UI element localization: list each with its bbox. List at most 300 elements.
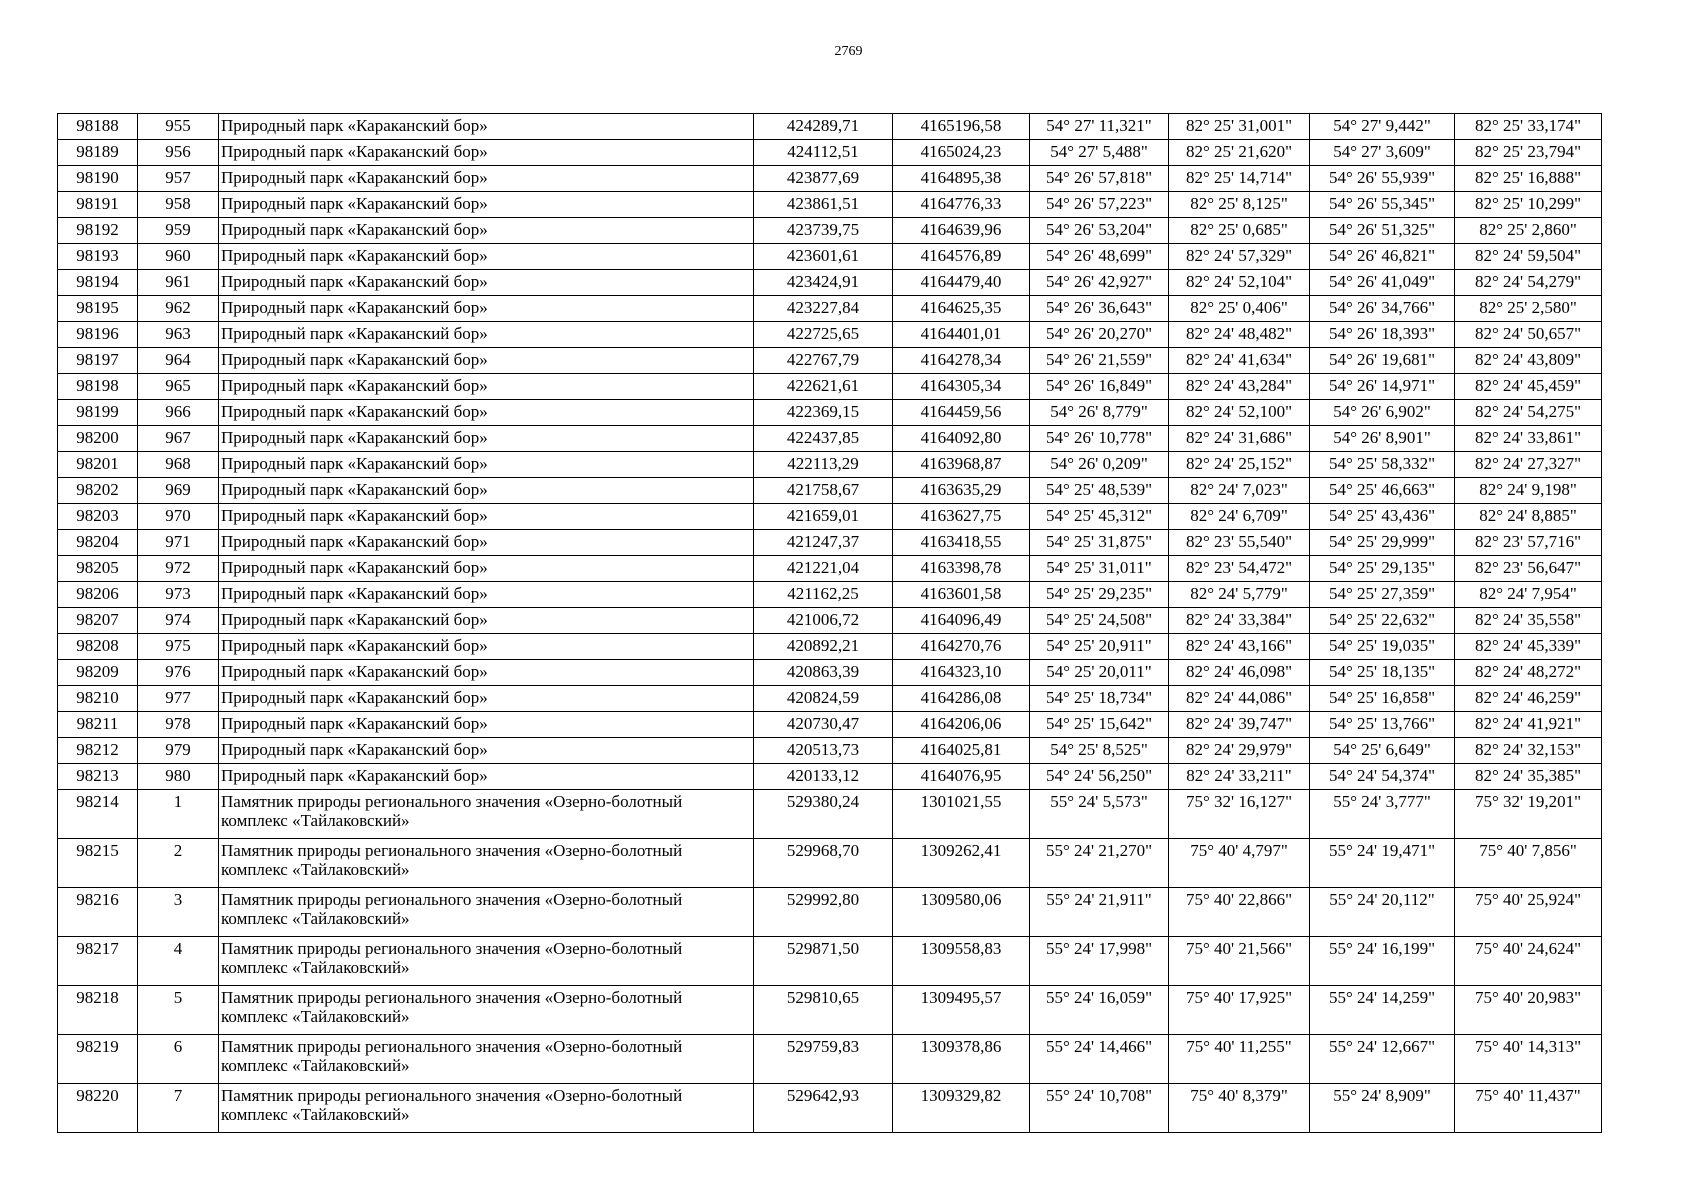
- point-number-cell: 963: [138, 322, 219, 348]
- y-coordinate-cell: 4163627,75: [893, 504, 1030, 530]
- y-coordinate-cell: 4165196,58: [893, 114, 1030, 140]
- y-coordinate-cell: 4164895,38: [893, 166, 1030, 192]
- table-row: [58, 764, 1602, 790]
- latitude-1-cell: 54° 25' 48,539": [1030, 478, 1169, 504]
- latitude-1-cell: 54° 26' 57,818": [1030, 166, 1169, 192]
- object-name-cell: Природный парк «Караканский бор»: [219, 660, 754, 686]
- latitude-2-cell: 54° 27' 9,442": [1310, 114, 1455, 140]
- y-coordinate-cell: 4165024,23: [893, 140, 1030, 166]
- point-number-cell: 978: [138, 712, 219, 738]
- object-name-cell: Природный парк «Караканский бор»: [219, 166, 754, 192]
- latitude-1-cell: 55° 24' 5,573": [1030, 790, 1169, 839]
- x-coordinate-cell: 423424,91: [754, 270, 893, 296]
- record-id-cell: 98200: [58, 426, 138, 452]
- point-number-cell: 980: [138, 764, 219, 790]
- latitude-1-cell: 55° 24' 16,059": [1030, 986, 1169, 1035]
- latitude-2-cell: 54° 26' 18,393": [1310, 322, 1455, 348]
- y-coordinate-cell: 1309580,06: [893, 888, 1030, 937]
- x-coordinate-cell: 422113,29: [754, 452, 893, 478]
- x-coordinate-cell: 421247,37: [754, 530, 893, 556]
- longitude-2-cell: 82° 25' 2,860": [1455, 218, 1602, 244]
- point-number-cell: 958: [138, 192, 219, 218]
- record-id-cell: 98220: [58, 1084, 138, 1133]
- y-coordinate-cell: 4164576,89: [893, 244, 1030, 270]
- x-coordinate-cell: 420513,73: [754, 738, 893, 764]
- longitude-1-cell: 82° 24' 43,166": [1169, 634, 1310, 660]
- object-name-cell: Природный парк «Караканский бор»: [219, 426, 754, 452]
- table-row: [58, 322, 1602, 348]
- record-id-cell: 98215: [58, 839, 138, 888]
- longitude-2-cell: 82° 24' 35,558": [1455, 608, 1602, 634]
- record-id-cell: 98199: [58, 400, 138, 426]
- point-number-cell: 961: [138, 270, 219, 296]
- y-coordinate-cell: 4164092,80: [893, 426, 1030, 452]
- record-id-cell: 98193: [58, 244, 138, 270]
- latitude-2-cell: 54° 26' 34,766": [1310, 296, 1455, 322]
- longitude-1-cell: 82° 25' 31,001": [1169, 114, 1310, 140]
- latitude-1-cell: 55° 24' 17,998": [1030, 937, 1169, 986]
- y-coordinate-cell: 4163635,29: [893, 478, 1030, 504]
- longitude-1-cell: 82° 25' 0,406": [1169, 296, 1310, 322]
- latitude-1-cell: 54° 25' 20,911": [1030, 634, 1169, 660]
- latitude-1-cell: 54° 26' 36,643": [1030, 296, 1169, 322]
- point-number-cell: 972: [138, 556, 219, 582]
- latitude-2-cell: 54° 25' 43,436": [1310, 504, 1455, 530]
- latitude-1-cell: 55° 24' 10,708": [1030, 1084, 1169, 1133]
- latitude-2-cell: 54° 25' 13,766": [1310, 712, 1455, 738]
- table-row: [58, 218, 1602, 244]
- latitude-2-cell: 54° 26' 41,049": [1310, 270, 1455, 296]
- x-coordinate-cell: 420892,21: [754, 634, 893, 660]
- y-coordinate-cell: 4163398,78: [893, 556, 1030, 582]
- latitude-1-cell: 54° 26' 10,778": [1030, 426, 1169, 452]
- latitude-1-cell: 54° 25' 29,235": [1030, 582, 1169, 608]
- longitude-2-cell: 75° 40' 20,983": [1455, 986, 1602, 1035]
- record-id-cell: 98219: [58, 1035, 138, 1084]
- latitude-1-cell: 54° 26' 48,699": [1030, 244, 1169, 270]
- y-coordinate-cell: 4164270,76: [893, 634, 1030, 660]
- point-number-cell: 4: [138, 937, 219, 986]
- latitude-1-cell: 54° 25' 24,508": [1030, 608, 1169, 634]
- point-number-cell: 973: [138, 582, 219, 608]
- table-row: [58, 1035, 1602, 1084]
- coordinates-table: [57, 113, 1602, 1133]
- x-coordinate-cell: 529992,80: [754, 888, 893, 937]
- table-row: [58, 296, 1602, 322]
- table-row: [58, 374, 1602, 400]
- latitude-2-cell: 54° 26' 6,902": [1310, 400, 1455, 426]
- latitude-2-cell: 54° 26' 46,821": [1310, 244, 1455, 270]
- latitude-1-cell: 54° 26' 57,223": [1030, 192, 1169, 218]
- object-name-cell: Природный парк «Караканский бор»: [219, 712, 754, 738]
- table-row: [58, 192, 1602, 218]
- table-row: [58, 888, 1602, 937]
- longitude-2-cell: 82° 24' 54,279": [1455, 270, 1602, 296]
- table-row: [58, 348, 1602, 374]
- latitude-2-cell: 54° 25' 27,359": [1310, 582, 1455, 608]
- longitude-2-cell: 82° 24' 7,954": [1455, 582, 1602, 608]
- table-row: [58, 1084, 1602, 1133]
- longitude-2-cell: 82° 25' 10,299": [1455, 192, 1602, 218]
- record-id-cell: 98201: [58, 452, 138, 478]
- latitude-1-cell: 55° 24' 21,270": [1030, 839, 1169, 888]
- y-coordinate-cell: 4164639,96: [893, 218, 1030, 244]
- object-name-cell: Природный парк «Караканский бор»: [219, 192, 754, 218]
- x-coordinate-cell: 422725,65: [754, 322, 893, 348]
- point-number-cell: 971: [138, 530, 219, 556]
- table-row: [58, 400, 1602, 426]
- longitude-1-cell: 82° 24' 5,779": [1169, 582, 1310, 608]
- x-coordinate-cell: 423227,84: [754, 296, 893, 322]
- longitude-2-cell: 82° 24' 9,198": [1455, 478, 1602, 504]
- y-coordinate-cell: 4164776,33: [893, 192, 1030, 218]
- table-row: [58, 140, 1602, 166]
- longitude-1-cell: 82° 24' 25,152": [1169, 452, 1310, 478]
- object-name-cell: Природный парк «Караканский бор»: [219, 322, 754, 348]
- latitude-2-cell: 54° 25' 18,135": [1310, 660, 1455, 686]
- record-id-cell: 98202: [58, 478, 138, 504]
- longitude-2-cell: 75° 40' 25,924": [1455, 888, 1602, 937]
- point-number-cell: 968: [138, 452, 219, 478]
- record-id-cell: 98191: [58, 192, 138, 218]
- y-coordinate-cell: 4164076,95: [893, 764, 1030, 790]
- object-name-cell: Природный парк «Караканский бор»: [219, 296, 754, 322]
- latitude-2-cell: 54° 26' 8,901": [1310, 426, 1455, 452]
- point-number-cell: 979: [138, 738, 219, 764]
- latitude-2-cell: 55° 24' 14,259": [1310, 986, 1455, 1035]
- latitude-2-cell: 54° 25' 22,632": [1310, 608, 1455, 634]
- object-name-cell: Памятник природы регионального значения «Озерно-болотный комплекс «Тайлаковский»: [219, 839, 754, 888]
- latitude-1-cell: 54° 26' 0,209": [1030, 452, 1169, 478]
- latitude-2-cell: 54° 26' 55,939": [1310, 166, 1455, 192]
- longitude-1-cell: 82° 23' 54,472": [1169, 556, 1310, 582]
- latitude-1-cell: 55° 24' 21,911": [1030, 888, 1169, 937]
- latitude-1-cell: 54° 25' 31,875": [1030, 530, 1169, 556]
- record-id-cell: 98204: [58, 530, 138, 556]
- latitude-2-cell: 54° 26' 51,325": [1310, 218, 1455, 244]
- latitude-1-cell: 54° 25' 31,011": [1030, 556, 1169, 582]
- y-coordinate-cell: 1309495,57: [893, 986, 1030, 1035]
- point-number-cell: 966: [138, 400, 219, 426]
- x-coordinate-cell: 424112,51: [754, 140, 893, 166]
- table-row: [58, 712, 1602, 738]
- object-name-cell: Памятник природы регионального значения «Озерно-болотный комплекс «Тайлаковский»: [219, 790, 754, 839]
- record-id-cell: 98205: [58, 556, 138, 582]
- x-coordinate-cell: 420730,47: [754, 712, 893, 738]
- longitude-1-cell: 82° 24' 43,284": [1169, 374, 1310, 400]
- longitude-1-cell: 75° 40' 8,379": [1169, 1084, 1310, 1133]
- latitude-1-cell: 54° 25' 8,525": [1030, 738, 1169, 764]
- latitude-1-cell: 54° 26' 53,204": [1030, 218, 1169, 244]
- x-coordinate-cell: 422437,85: [754, 426, 893, 452]
- point-number-cell: 976: [138, 660, 219, 686]
- point-number-cell: 5: [138, 986, 219, 1035]
- table-row: [58, 426, 1602, 452]
- longitude-2-cell: 82° 25' 16,888": [1455, 166, 1602, 192]
- table-row: [58, 270, 1602, 296]
- record-id-cell: 98188: [58, 114, 138, 140]
- longitude-1-cell: 82° 24' 48,482": [1169, 322, 1310, 348]
- y-coordinate-cell: 4164206,06: [893, 712, 1030, 738]
- object-name-cell: Природный парк «Караканский бор»: [219, 686, 754, 712]
- latitude-1-cell: 54° 27' 11,321": [1030, 114, 1169, 140]
- x-coordinate-cell: 423877,69: [754, 166, 893, 192]
- table-row: [58, 738, 1602, 764]
- table-row: [58, 608, 1602, 634]
- object-name-cell: Природный парк «Караканский бор»: [219, 530, 754, 556]
- latitude-1-cell: 54° 26' 16,849": [1030, 374, 1169, 400]
- longitude-2-cell: 82° 24' 48,272": [1455, 660, 1602, 686]
- point-number-cell: 965: [138, 374, 219, 400]
- record-id-cell: 98194: [58, 270, 138, 296]
- latitude-1-cell: 54° 26' 21,559": [1030, 348, 1169, 374]
- longitude-2-cell: 75° 40' 14,313": [1455, 1035, 1602, 1084]
- latitude-2-cell: 54° 25' 29,135": [1310, 556, 1455, 582]
- longitude-2-cell: 82° 24' 54,275": [1455, 400, 1602, 426]
- latitude-2-cell: 54° 27' 3,609": [1310, 140, 1455, 166]
- y-coordinate-cell: 4164323,10: [893, 660, 1030, 686]
- longitude-2-cell: 75° 40' 11,437": [1455, 1084, 1602, 1133]
- point-number-cell: 1: [138, 790, 219, 839]
- record-id-cell: 98196: [58, 322, 138, 348]
- longitude-1-cell: 75° 40' 22,866": [1169, 888, 1310, 937]
- record-id-cell: 98189: [58, 140, 138, 166]
- table-row: [58, 986, 1602, 1035]
- point-number-cell: 957: [138, 166, 219, 192]
- latitude-2-cell: 54° 25' 16,858": [1310, 686, 1455, 712]
- point-number-cell: 967: [138, 426, 219, 452]
- x-coordinate-cell: 529810,65: [754, 986, 893, 1035]
- longitude-2-cell: 82° 24' 8,885": [1455, 504, 1602, 530]
- object-name-cell: Природный парк «Караканский бор»: [219, 478, 754, 504]
- object-name-cell: Природный парк «Караканский бор»: [219, 634, 754, 660]
- longitude-2-cell: 82° 25' 23,794": [1455, 140, 1602, 166]
- table-row: [58, 530, 1602, 556]
- longitude-2-cell: 82° 25' 2,580": [1455, 296, 1602, 322]
- object-name-cell: Природный парк «Караканский бор»: [219, 504, 754, 530]
- record-id-cell: 98216: [58, 888, 138, 937]
- y-coordinate-cell: 1309262,41: [893, 839, 1030, 888]
- y-coordinate-cell: 1301021,55: [893, 790, 1030, 839]
- table-row: [58, 839, 1602, 888]
- table-row: [58, 244, 1602, 270]
- record-id-cell: 98198: [58, 374, 138, 400]
- latitude-2-cell: 54° 24' 54,374": [1310, 764, 1455, 790]
- object-name-cell: Памятник природы регионального значения «Озерно-болотный комплекс «Тайлаковский»: [219, 1084, 754, 1133]
- table-row: [58, 166, 1602, 192]
- x-coordinate-cell: 421006,72: [754, 608, 893, 634]
- table-row: [58, 634, 1602, 660]
- point-number-cell: 3: [138, 888, 219, 937]
- record-id-cell: 98207: [58, 608, 138, 634]
- record-id-cell: 98217: [58, 937, 138, 986]
- record-id-cell: 98211: [58, 712, 138, 738]
- longitude-2-cell: 82° 24' 41,921": [1455, 712, 1602, 738]
- object-name-cell: Природный парк «Караканский бор»: [219, 140, 754, 166]
- x-coordinate-cell: 420824,59: [754, 686, 893, 712]
- longitude-1-cell: 82° 25' 21,620": [1169, 140, 1310, 166]
- table-row: [58, 114, 1602, 140]
- latitude-2-cell: 54° 25' 19,035": [1310, 634, 1455, 660]
- latitude-2-cell: 54° 26' 55,345": [1310, 192, 1455, 218]
- longitude-1-cell: 82° 24' 31,686": [1169, 426, 1310, 452]
- record-id-cell: 98190: [58, 166, 138, 192]
- latitude-1-cell: 54° 25' 15,642": [1030, 712, 1169, 738]
- object-name-cell: Природный парк «Караканский бор»: [219, 218, 754, 244]
- latitude-1-cell: 54° 25' 20,011": [1030, 660, 1169, 686]
- table-row: [58, 478, 1602, 504]
- x-coordinate-cell: 422767,79: [754, 348, 893, 374]
- x-coordinate-cell: 421659,01: [754, 504, 893, 530]
- object-name-cell: Природный парк «Караканский бор»: [219, 452, 754, 478]
- latitude-1-cell: 54° 26' 20,270": [1030, 322, 1169, 348]
- point-number-cell: 955: [138, 114, 219, 140]
- point-number-cell: 956: [138, 140, 219, 166]
- record-id-cell: 98203: [58, 504, 138, 530]
- y-coordinate-cell: 4164278,34: [893, 348, 1030, 374]
- latitude-2-cell: 55° 24' 16,199": [1310, 937, 1455, 986]
- longitude-1-cell: 82° 24' 41,634": [1169, 348, 1310, 374]
- x-coordinate-cell: 424289,71: [754, 114, 893, 140]
- latitude-2-cell: 55° 24' 20,112": [1310, 888, 1455, 937]
- longitude-1-cell: 82° 24' 39,747": [1169, 712, 1310, 738]
- object-name-cell: Природный парк «Караканский бор»: [219, 270, 754, 296]
- point-number-cell: 964: [138, 348, 219, 374]
- object-name-cell: Природный парк «Караканский бор»: [219, 582, 754, 608]
- x-coordinate-cell: 529380,24: [754, 790, 893, 839]
- longitude-2-cell: 75° 40' 24,624": [1455, 937, 1602, 986]
- y-coordinate-cell: 1309558,83: [893, 937, 1030, 986]
- longitude-2-cell: 82° 23' 57,716": [1455, 530, 1602, 556]
- latitude-2-cell: 54° 25' 6,649": [1310, 738, 1455, 764]
- longitude-2-cell: 82° 24' 59,504": [1455, 244, 1602, 270]
- y-coordinate-cell: 1309329,82: [893, 1084, 1030, 1133]
- longitude-2-cell: 82° 24' 46,259": [1455, 686, 1602, 712]
- latitude-1-cell: 55° 24' 14,466": [1030, 1035, 1169, 1084]
- latitude-1-cell: 54° 26' 8,779": [1030, 400, 1169, 426]
- latitude-2-cell: 54° 26' 14,971": [1310, 374, 1455, 400]
- object-name-cell: Природный парк «Караканский бор»: [219, 114, 754, 140]
- object-name-cell: Природный парк «Караканский бор»: [219, 374, 754, 400]
- record-id-cell: 98192: [58, 218, 138, 244]
- x-coordinate-cell: 423739,75: [754, 218, 893, 244]
- table-body: [58, 114, 1602, 1133]
- y-coordinate-cell: 4164625,35: [893, 296, 1030, 322]
- latitude-2-cell: 54° 25' 29,999": [1310, 530, 1455, 556]
- x-coordinate-cell: 422621,61: [754, 374, 893, 400]
- y-coordinate-cell: 4163601,58: [893, 582, 1030, 608]
- x-coordinate-cell: 420133,12: [754, 764, 893, 790]
- object-name-cell: Памятник природы регионального значения «Озерно-болотный комплекс «Тайлаковский»: [219, 937, 754, 986]
- x-coordinate-cell: 529642,93: [754, 1084, 893, 1133]
- longitude-1-cell: 82° 24' 46,098": [1169, 660, 1310, 686]
- y-coordinate-cell: 4164286,08: [893, 686, 1030, 712]
- x-coordinate-cell: 529968,70: [754, 839, 893, 888]
- object-name-cell: Природный парк «Караканский бор»: [219, 738, 754, 764]
- page-number: 2769: [834, 44, 863, 59]
- point-number-cell: 969: [138, 478, 219, 504]
- point-number-cell: 975: [138, 634, 219, 660]
- x-coordinate-cell: 422369,15: [754, 400, 893, 426]
- latitude-1-cell: 54° 26' 42,927": [1030, 270, 1169, 296]
- record-id-cell: 98218: [58, 986, 138, 1035]
- y-coordinate-cell: 4163418,55: [893, 530, 1030, 556]
- y-coordinate-cell: 4164401,01: [893, 322, 1030, 348]
- x-coordinate-cell: 421758,67: [754, 478, 893, 504]
- object-name-cell: Памятник природы регионального значения «Озерно-болотный комплекс «Тайлаковский»: [219, 1035, 754, 1084]
- longitude-2-cell: 82° 24' 33,861": [1455, 426, 1602, 452]
- x-coordinate-cell: 421221,04: [754, 556, 893, 582]
- longitude-1-cell: 75° 40' 21,566": [1169, 937, 1310, 986]
- longitude-1-cell: 82° 24' 29,979": [1169, 738, 1310, 764]
- latitude-2-cell: 54° 25' 58,332": [1310, 452, 1455, 478]
- longitude-2-cell: 82° 24' 45,339": [1455, 634, 1602, 660]
- point-number-cell: 974: [138, 608, 219, 634]
- table-row: [58, 556, 1602, 582]
- longitude-1-cell: 75° 40' 4,797": [1169, 839, 1310, 888]
- latitude-2-cell: 55° 24' 8,909": [1310, 1084, 1455, 1133]
- object-name-cell: Природный парк «Караканский бор»: [219, 400, 754, 426]
- object-name-cell: Природный парк «Караканский бор»: [219, 556, 754, 582]
- y-coordinate-cell: 4164479,40: [893, 270, 1030, 296]
- longitude-1-cell: 82° 24' 33,384": [1169, 608, 1310, 634]
- longitude-2-cell: 82° 24' 50,657": [1455, 322, 1602, 348]
- latitude-1-cell: 54° 27' 5,488": [1030, 140, 1169, 166]
- longitude-2-cell: 75° 40' 7,856": [1455, 839, 1602, 888]
- longitude-2-cell: 82° 24' 32,153": [1455, 738, 1602, 764]
- longitude-1-cell: 82° 25' 0,685": [1169, 218, 1310, 244]
- x-coordinate-cell: 420863,39: [754, 660, 893, 686]
- longitude-1-cell: 82° 23' 55,540": [1169, 530, 1310, 556]
- point-number-cell: 7: [138, 1084, 219, 1133]
- latitude-2-cell: 55° 24' 3,777": [1310, 790, 1455, 839]
- table-row: [58, 660, 1602, 686]
- latitude-2-cell: 55° 24' 12,667": [1310, 1035, 1455, 1084]
- point-number-cell: 977: [138, 686, 219, 712]
- longitude-1-cell: 75° 40' 17,925": [1169, 986, 1310, 1035]
- table-row: [58, 686, 1602, 712]
- longitude-1-cell: 82° 25' 8,125": [1169, 192, 1310, 218]
- longitude-1-cell: 82° 24' 33,211": [1169, 764, 1310, 790]
- longitude-1-cell: 82° 24' 6,709": [1169, 504, 1310, 530]
- y-coordinate-cell: 4164096,49: [893, 608, 1030, 634]
- object-name-cell: Природный парк «Караканский бор»: [219, 244, 754, 270]
- object-name-cell: Природный парк «Караканский бор»: [219, 608, 754, 634]
- longitude-1-cell: 82° 24' 44,086": [1169, 686, 1310, 712]
- table-row: [58, 790, 1602, 839]
- latitude-1-cell: 54° 25' 18,734": [1030, 686, 1169, 712]
- longitude-2-cell: 75° 32' 19,201": [1455, 790, 1602, 839]
- record-id-cell: 98195: [58, 296, 138, 322]
- record-id-cell: 98208: [58, 634, 138, 660]
- longitude-2-cell: 82° 24' 45,459": [1455, 374, 1602, 400]
- x-coordinate-cell: 423601,61: [754, 244, 893, 270]
- longitude-1-cell: 82° 24' 52,100": [1169, 400, 1310, 426]
- point-number-cell: 6: [138, 1035, 219, 1084]
- record-id-cell: 98213: [58, 764, 138, 790]
- longitude-2-cell: 82° 24' 35,385": [1455, 764, 1602, 790]
- longitude-2-cell: 82° 24' 43,809": [1455, 348, 1602, 374]
- latitude-2-cell: 54° 26' 19,681": [1310, 348, 1455, 374]
- table-row: [58, 504, 1602, 530]
- y-coordinate-cell: 4164459,56: [893, 400, 1030, 426]
- record-id-cell: 98212: [58, 738, 138, 764]
- y-coordinate-cell: 4164025,81: [893, 738, 1030, 764]
- point-number-cell: 959: [138, 218, 219, 244]
- y-coordinate-cell: 4163968,87: [893, 452, 1030, 478]
- point-number-cell: 2: [138, 839, 219, 888]
- object-name-cell: Памятник природы регионального значения «Озерно-болотный комплекс «Тайлаковский»: [219, 986, 754, 1035]
